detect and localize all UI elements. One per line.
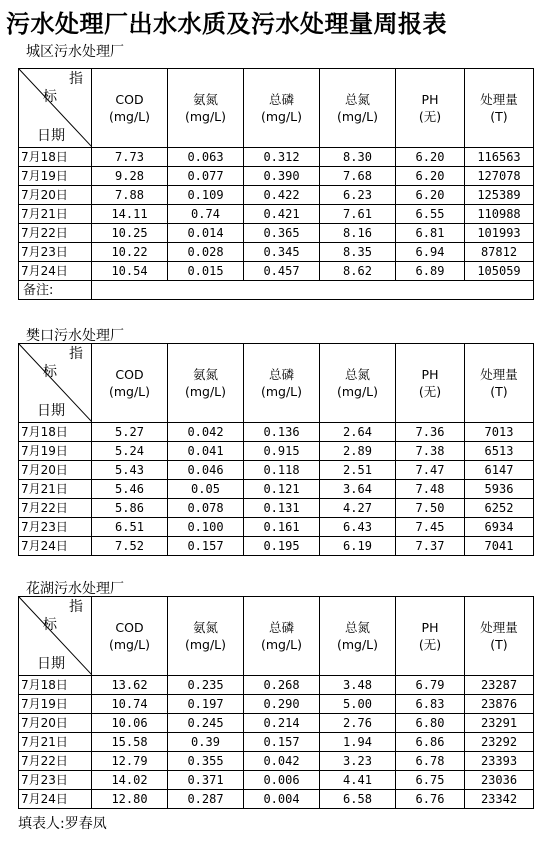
table-row — [19, 518, 534, 537]
value-cell: 6.79 — [396, 676, 465, 695]
value-cell: 10.06 — [92, 714, 168, 733]
column-header-unit: (无) — [418, 384, 442, 399]
value-cell: 12.80 — [92, 790, 168, 809]
value-cell: 8.62 — [320, 262, 396, 281]
date-cell: 7月18日 — [19, 148, 92, 167]
value-cell: 1.94 — [320, 733, 396, 752]
column-header — [465, 597, 534, 676]
value-cell: 6.89 — [396, 262, 465, 281]
column-header — [465, 69, 534, 148]
date-cell: 7月20日 — [19, 714, 92, 733]
value-cell: 12.79 — [92, 752, 168, 771]
value-cell: 7.52 — [92, 537, 168, 556]
value-cell: 0.421 — [244, 205, 320, 224]
date-cell: 7月22日 — [19, 752, 92, 771]
date-cell: 7月19日 — [19, 695, 92, 714]
value-cell: 6.55 — [396, 205, 465, 224]
column-header-name: 氨氮 — [192, 620, 218, 635]
corner-label-date: 日期 — [37, 656, 65, 672]
value-cell: 2.64 — [320, 423, 396, 442]
column-header-name: 处理量 — [480, 367, 518, 382]
date-cell: 7月24日 — [19, 790, 92, 809]
date-cell: 7月24日 — [19, 537, 92, 556]
corner-label-indicator: 指 — [69, 346, 83, 362]
column-header-unit: (mg/L) — [260, 384, 303, 399]
value-cell: 7041 — [465, 537, 534, 556]
column-header — [320, 597, 396, 676]
column-header-unit: (mg/L) — [184, 384, 227, 399]
date-cell: 7月22日 — [19, 499, 92, 518]
column-header-name: COD — [115, 367, 144, 382]
column-header-name: 处理量 — [480, 92, 518, 107]
corner-label-indicator-2: 标 — [43, 89, 57, 105]
column-header-unit: (mg/L) — [260, 109, 303, 124]
value-cell: 6.19 — [320, 537, 396, 556]
value-cell: 6.20 — [396, 148, 465, 167]
column-header-unit: (mg/L) — [184, 109, 227, 124]
value-cell: 0.287 — [168, 790, 244, 809]
column-header — [92, 597, 168, 676]
value-cell: 23287 — [465, 676, 534, 695]
value-cell: 0.041 — [168, 442, 244, 461]
column-header-unit: (无) — [418, 637, 442, 652]
value-cell: 8.35 — [320, 243, 396, 262]
value-cell: 0.118 — [244, 461, 320, 480]
value-cell: 6.43 — [320, 518, 396, 537]
value-cell: 0.457 — [244, 262, 320, 281]
table-row — [19, 461, 534, 480]
table-row — [19, 752, 534, 771]
table-row — [19, 224, 534, 243]
value-cell: 10.74 — [92, 695, 168, 714]
value-cell: 0.109 — [168, 186, 244, 205]
table-row — [19, 499, 534, 518]
value-cell: 0.422 — [244, 186, 320, 205]
value-cell: 10.22 — [92, 243, 168, 262]
column-header-name: PH — [421, 92, 439, 107]
date-cell: 7月21日 — [19, 480, 92, 499]
date-cell: 7月20日 — [19, 186, 92, 205]
value-cell: 0.268 — [244, 676, 320, 695]
value-cell: 0.121 — [244, 480, 320, 499]
value-cell: 6513 — [465, 442, 534, 461]
column-header — [396, 344, 465, 423]
value-cell: 9.28 — [92, 167, 168, 186]
value-cell: 7.61 — [320, 205, 396, 224]
column-header-name: 总磷 — [268, 367, 294, 382]
value-cell: 2.89 — [320, 442, 396, 461]
value-cell: 23876 — [465, 695, 534, 714]
value-cell: 0.100 — [168, 518, 244, 537]
value-cell: 5.24 — [92, 442, 168, 461]
value-cell: 0.015 — [168, 262, 244, 281]
plant-name-huahu: 花湖污水处理厂 — [26, 581, 124, 597]
value-cell: 0.290 — [244, 695, 320, 714]
value-cell: 7.68 — [320, 167, 396, 186]
plant-name-fankou: 樊口污水处理厂 — [26, 328, 124, 344]
value-cell: 6.20 — [396, 167, 465, 186]
remarks-row — [19, 281, 534, 300]
value-cell: 101993 — [465, 224, 534, 243]
header-row — [19, 597, 534, 676]
column-header-unit: (T) — [490, 384, 508, 399]
value-cell: 5.86 — [92, 499, 168, 518]
date-cell: 7月24日 — [19, 262, 92, 281]
value-cell: 3.64 — [320, 480, 396, 499]
value-cell: 6147 — [465, 461, 534, 480]
value-cell: 2.51 — [320, 461, 396, 480]
value-cell: 0.046 — [168, 461, 244, 480]
date-cell: 7月18日 — [19, 423, 92, 442]
value-cell: 0.355 — [168, 752, 244, 771]
value-cell: 6.51 — [92, 518, 168, 537]
column-header-unit: (无) — [418, 109, 442, 124]
value-cell: 23291 — [465, 714, 534, 733]
value-cell: 0.245 — [168, 714, 244, 733]
corner-label-indicator-2: 标 — [43, 364, 57, 380]
value-cell: 0.131 — [244, 499, 320, 518]
column-header-unit: (mg/L) — [336, 637, 379, 652]
column-header-unit: (T) — [490, 109, 508, 124]
value-cell: 0.042 — [168, 423, 244, 442]
table-row — [19, 442, 534, 461]
value-cell: 0.390 — [244, 167, 320, 186]
value-cell: 105059 — [465, 262, 534, 281]
column-header — [320, 344, 396, 423]
value-cell: 87812 — [465, 243, 534, 262]
column-header-name: 总磷 — [268, 92, 294, 107]
value-cell: 2.76 — [320, 714, 396, 733]
date-cell: 7月19日 — [19, 167, 92, 186]
diagonal-header-cell — [19, 597, 92, 676]
date-cell: 7月22日 — [19, 224, 92, 243]
column-header-unit: (mg/L) — [108, 637, 151, 652]
value-cell: 5936 — [465, 480, 534, 499]
value-cell: 6.23 — [320, 186, 396, 205]
table-row — [19, 186, 534, 205]
value-cell: 6.86 — [396, 733, 465, 752]
value-cell: 15.58 — [92, 733, 168, 752]
value-cell: 0.136 — [244, 423, 320, 442]
plant-name-chengqu: 城区污水处理厂 — [26, 44, 124, 60]
value-cell: 0.157 — [168, 537, 244, 556]
value-cell: 8.16 — [320, 224, 396, 243]
value-cell: 0.078 — [168, 499, 244, 518]
value-cell: 0.077 — [168, 167, 244, 186]
header-row — [19, 69, 534, 148]
corner-label-date: 日期 — [37, 403, 65, 419]
value-cell: 6.81 — [396, 224, 465, 243]
value-cell: 0.39 — [168, 733, 244, 752]
value-cell: 7.50 — [396, 499, 465, 518]
column-header-unit: (mg/L) — [108, 384, 151, 399]
value-cell: 23342 — [465, 790, 534, 809]
value-cell: 0.197 — [168, 695, 244, 714]
date-cell: 7月21日 — [19, 205, 92, 224]
value-cell: 0.05 — [168, 480, 244, 499]
value-cell: 0.235 — [168, 676, 244, 695]
value-cell: 0.195 — [244, 537, 320, 556]
value-cell: 116563 — [465, 148, 534, 167]
value-cell: 0.063 — [168, 148, 244, 167]
value-cell: 110988 — [465, 205, 534, 224]
table-row — [19, 167, 534, 186]
value-cell: 6.80 — [396, 714, 465, 733]
diagonal-header-cell — [19, 344, 92, 423]
column-header — [92, 69, 168, 148]
corner-label-date: 日期 — [37, 128, 65, 144]
column-header-name: COD — [115, 620, 144, 635]
value-cell: 3.48 — [320, 676, 396, 695]
value-cell: 7.36 — [396, 423, 465, 442]
value-cell: 5.43 — [92, 461, 168, 480]
column-header-name: 总氮 — [344, 620, 370, 635]
water-quality-table-chengqu — [18, 68, 534, 300]
column-header — [168, 344, 244, 423]
column-header-name: PH — [421, 620, 439, 635]
value-cell: 10.54 — [92, 262, 168, 281]
remarks-value — [92, 281, 534, 300]
column-header — [396, 69, 465, 148]
value-cell: 0.157 — [244, 733, 320, 752]
column-header — [244, 69, 320, 148]
value-cell: 0.915 — [244, 442, 320, 461]
column-header — [168, 597, 244, 676]
value-cell: 8.30 — [320, 148, 396, 167]
column-header-unit: (mg/L) — [260, 637, 303, 652]
column-header-name: 氨氮 — [192, 367, 218, 382]
value-cell: 0.345 — [244, 243, 320, 262]
value-cell: 0.365 — [244, 224, 320, 243]
column-header — [465, 344, 534, 423]
report-title: 污水处理厂出水水质及污水处理量周报表 — [6, 9, 447, 38]
value-cell: 7.45 — [396, 518, 465, 537]
date-cell: 7月23日 — [19, 518, 92, 537]
corner-label-indicator-2: 标 — [43, 617, 57, 633]
value-cell: 0.312 — [244, 148, 320, 167]
column-header-unit: (mg/L) — [336, 384, 379, 399]
column-header-name: COD — [115, 92, 144, 107]
value-cell: 0.006 — [244, 771, 320, 790]
column-header — [168, 69, 244, 148]
value-cell: 7013 — [465, 423, 534, 442]
value-cell: 6.83 — [396, 695, 465, 714]
value-cell: 6.20 — [396, 186, 465, 205]
value-cell: 23393 — [465, 752, 534, 771]
table-row — [19, 714, 534, 733]
table-row — [19, 695, 534, 714]
value-cell: 5.46 — [92, 480, 168, 499]
remarks-label: 备注: — [19, 281, 92, 300]
value-cell: 5.27 — [92, 423, 168, 442]
column-header — [320, 69, 396, 148]
column-header — [244, 344, 320, 423]
value-cell: 0.028 — [168, 243, 244, 262]
value-cell: 7.88 — [92, 186, 168, 205]
date-cell: 7月21日 — [19, 733, 92, 752]
table-row — [19, 790, 534, 809]
table-row — [19, 262, 534, 281]
column-header-name: 总氮 — [344, 92, 370, 107]
value-cell: 0.004 — [244, 790, 320, 809]
column-header — [244, 597, 320, 676]
value-cell: 14.02 — [92, 771, 168, 790]
column-header-name: 总磷 — [268, 620, 294, 635]
table-row — [19, 733, 534, 752]
table-row — [19, 148, 534, 167]
value-cell: 7.38 — [396, 442, 465, 461]
value-cell: 7.37 — [396, 537, 465, 556]
water-quality-table-huahu — [18, 596, 534, 809]
value-cell: 13.62 — [92, 676, 168, 695]
table-row — [19, 771, 534, 790]
value-cell: 10.25 — [92, 224, 168, 243]
table-row — [19, 537, 534, 556]
column-header — [92, 344, 168, 423]
value-cell: 127078 — [465, 167, 534, 186]
value-cell: 6.94 — [396, 243, 465, 262]
table-row — [19, 423, 534, 442]
filler-signature: 填表人:罗春凤 — [18, 816, 107, 832]
column-header-unit: (mg/L) — [336, 109, 379, 124]
column-header-name: 处理量 — [480, 620, 518, 635]
value-cell: 23036 — [465, 771, 534, 790]
value-cell: 3.23 — [320, 752, 396, 771]
water-quality-table-fankou — [18, 343, 534, 556]
diagonal-header-cell — [19, 69, 92, 148]
value-cell: 0.042 — [244, 752, 320, 771]
date-cell: 7月18日 — [19, 676, 92, 695]
date-cell: 7月19日 — [19, 442, 92, 461]
column-header-name: 总氮 — [344, 367, 370, 382]
table-row — [19, 676, 534, 695]
value-cell: 125389 — [465, 186, 534, 205]
table-row — [19, 243, 534, 262]
corner-label-indicator: 指 — [69, 71, 83, 87]
value-cell: 6934 — [465, 518, 534, 537]
table-row — [19, 480, 534, 499]
column-header — [396, 597, 465, 676]
date-cell: 7月23日 — [19, 771, 92, 790]
date-cell: 7月20日 — [19, 461, 92, 480]
value-cell: 7.73 — [92, 148, 168, 167]
header-row — [19, 344, 534, 423]
column-header-unit: (mg/L) — [108, 109, 151, 124]
value-cell: 0.74 — [168, 205, 244, 224]
value-cell: 4.41 — [320, 771, 396, 790]
value-cell: 6.76 — [396, 790, 465, 809]
value-cell: 0.161 — [244, 518, 320, 537]
value-cell: 23292 — [465, 733, 534, 752]
column-header-name: PH — [421, 367, 439, 382]
column-header-unit: (mg/L) — [184, 637, 227, 652]
corner-label-indicator: 指 — [69, 599, 83, 615]
value-cell: 6252 — [465, 499, 534, 518]
value-cell: 5.00 — [320, 695, 396, 714]
value-cell: 6.58 — [320, 790, 396, 809]
value-cell: 4.27 — [320, 499, 396, 518]
table-row — [19, 205, 534, 224]
date-cell: 7月23日 — [19, 243, 92, 262]
value-cell: 7.47 — [396, 461, 465, 480]
value-cell: 0.214 — [244, 714, 320, 733]
value-cell: 6.78 — [396, 752, 465, 771]
value-cell: 0.014 — [168, 224, 244, 243]
column-header-unit: (T) — [490, 637, 508, 652]
value-cell: 0.371 — [168, 771, 244, 790]
column-header-name: 氨氮 — [192, 92, 218, 107]
value-cell: 7.48 — [396, 480, 465, 499]
value-cell: 14.11 — [92, 205, 168, 224]
value-cell: 6.75 — [396, 771, 465, 790]
